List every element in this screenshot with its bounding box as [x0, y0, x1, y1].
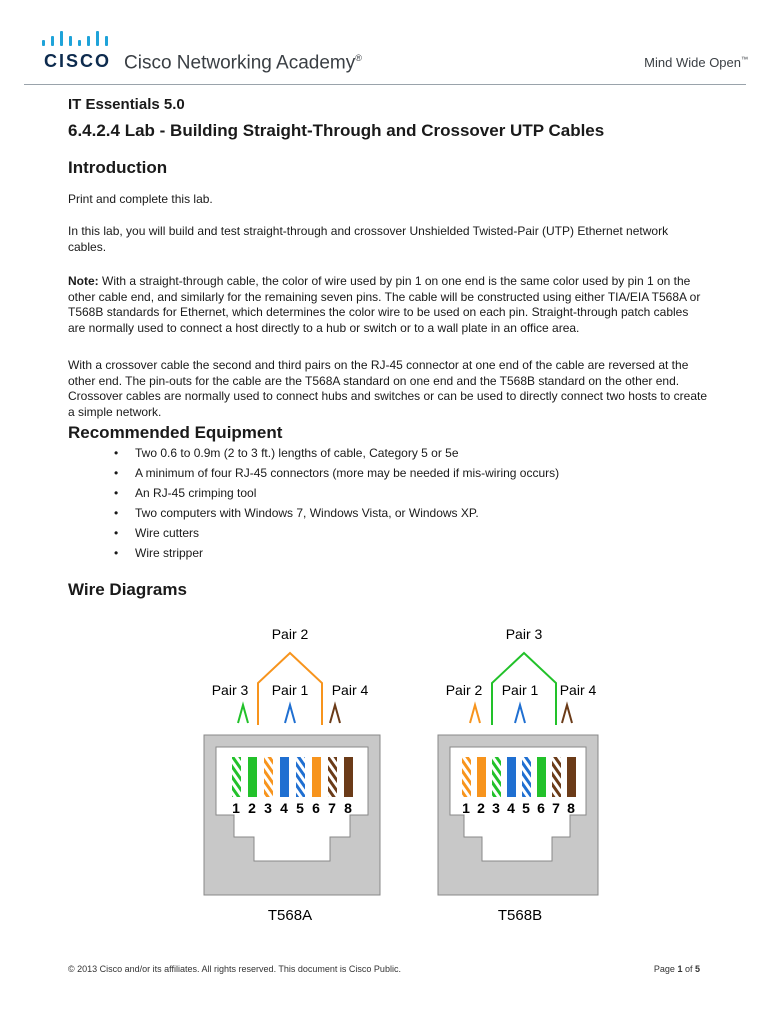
t568b-wire-5	[522, 757, 531, 797]
list-item: • Wire stripper	[114, 546, 204, 560]
t568a-pin-number: 1	[232, 800, 240, 816]
t568b-pin-number: 5	[522, 800, 530, 816]
t568b-wire-1	[462, 757, 471, 797]
t568b-pair2-wire	[470, 705, 480, 723]
crossover-paragraph: With a crossover cable the second and third pairs on the RJ-45 connector at one end of the cable are reversed at the other end. The pin-outs for the cable are the T568A standard on one end and the T568B standard on the other end. Crossover cables are normally used to connect hubs and switches or can be used to directly connect two hosts to create a simple network.	[68, 358, 707, 419]
t568a-pin-number: 8	[344, 800, 352, 816]
t568b-wire-7	[552, 757, 561, 797]
t568a-wire-2	[248, 757, 257, 797]
page-number: Page 1 of 5	[653, 964, 700, 974]
t568b-pin-number: 1	[462, 800, 470, 816]
t568b-pin-number: 3	[492, 800, 500, 816]
wire-diagrams-heading: Wire Diagrams	[68, 580, 187, 599]
academy-name: Cisco Networking Academy®	[124, 52, 362, 74]
tagline: Mind Wide Open™	[644, 55, 748, 70]
introduction-heading: Introduction	[68, 158, 168, 177]
t568a-wire-6	[312, 757, 321, 797]
t568a-wire-5	[296, 757, 305, 797]
note-text: With a straight-through cable, the color of wire used by pin 1 on one end is the same color used by pin 1 on the other cable end, and similarly for the remaining seven pins. The cable will be constructed using either TIA/EIA T568A or T568B standards for Ethernet, which determines the color wire to be used on each pin. Straight-through patch cables are normally used to connect a host directly to a hub or switch or to a wall plate in an office area.	[68, 274, 701, 335]
t568b-pin-number: 2	[477, 800, 485, 816]
list-item: • A minimum of four RJ-45 connectors (more may be needed if mis-wiring occurs)	[114, 466, 560, 480]
footer-copyright: © 2013 Cisco and/or its affiliates. All rights reserved. This document is Cisco Public.	[68, 964, 401, 974]
bullet: •	[114, 506, 119, 520]
t568a-wire-1	[232, 757, 241, 797]
t568a-wire-3	[264, 757, 273, 797]
t568a-diagram	[204, 626, 380, 924]
t568a-right-pair-label: Pair 4	[331, 682, 369, 698]
t568b-wire-4	[507, 757, 516, 797]
t568a-top-pair-label: Pair 2	[271, 626, 309, 642]
note-label: Note:	[68, 274, 99, 288]
t568b-left-pair-label: Pair 2	[445, 682, 483, 698]
t568b-label: T568B	[497, 907, 543, 924]
t568a-pin-number: 7	[328, 800, 336, 816]
t568b-pin-number: 6	[537, 800, 545, 816]
t568b-center-pair-label: Pair 1	[501, 682, 539, 698]
cisco-logo	[36, 30, 116, 70]
cisco-wordmark: CISCO	[44, 51, 112, 71]
t568b-wire-2	[477, 757, 486, 797]
intro-paragraph-1: Print and complete this lab.	[68, 192, 213, 206]
note-paragraph	[68, 274, 708, 336]
t568a-wire-8	[344, 757, 353, 797]
t568b-wire-3	[492, 757, 501, 797]
t568a-pin-number: 6	[312, 800, 320, 816]
t568a-center-pair-label: Pair 1	[271, 682, 309, 698]
wire-diagram	[190, 615, 600, 930]
t568a-pair3-wire	[238, 705, 248, 723]
t568b-wire-8	[567, 757, 576, 797]
list-item: • Two computers with Windows 7, Windows Vista, or Windows XP.	[114, 506, 479, 520]
t568b-right-pair-label: Pair 4	[559, 682, 597, 698]
list-item: • Wire cutters	[114, 526, 200, 540]
t568a-left-pair-label: Pair 3	[211, 682, 249, 698]
t568a-pair4-wire	[330, 705, 340, 723]
bullet: •	[114, 526, 119, 540]
lab-title: 6.4.2.4 Lab - Building Straight-Through and Crossover UTP Cables	[68, 121, 605, 140]
t568b-pin-number: 4	[507, 800, 515, 816]
t568b-wire-6	[537, 757, 546, 797]
bullet: •	[114, 446, 119, 460]
t568a-pin-number: 4	[280, 800, 288, 816]
t568b-diagram	[438, 626, 598, 924]
t568b-pin-number: 8	[567, 800, 575, 816]
bullet: •	[114, 466, 119, 480]
t568a-pair1-wire	[285, 705, 295, 723]
t568a-wire-7	[328, 757, 337, 797]
header-divider	[24, 84, 746, 85]
equipment-list	[68, 446, 708, 566]
bullet: •	[114, 486, 119, 500]
t568b-pair1-wire	[515, 705, 525, 723]
t568b-pin-number: 7	[552, 800, 560, 816]
course-title: IT Essentials 5.0	[68, 96, 185, 113]
cisco-bridge-icon	[42, 30, 112, 50]
t568a-pin-number: 2	[248, 800, 256, 816]
list-item: • An RJ-45 crimping tool	[114, 486, 257, 500]
equipment-heading: Recommended Equipment	[68, 423, 283, 442]
t568a-pin-number: 5	[296, 800, 304, 816]
bullet: •	[114, 546, 119, 560]
t568a-pin-number: 3	[264, 800, 272, 816]
intro-paragraph-2: In this lab, you will build and test straight-through and crossover Unshielded Twisted-Pair (UTP) Ethernet network cables.	[68, 224, 669, 254]
t568b-top-pair-label: Pair 3	[505, 626, 543, 642]
t568b-pair4-wire	[562, 705, 572, 723]
t568a-label: T568A	[267, 907, 313, 924]
t568a-wire-4	[280, 757, 289, 797]
list-item: • Two 0.6 to 0.9m (2 to 3 ft.) lengths of cable, Category 5 or 5e	[114, 446, 459, 460]
